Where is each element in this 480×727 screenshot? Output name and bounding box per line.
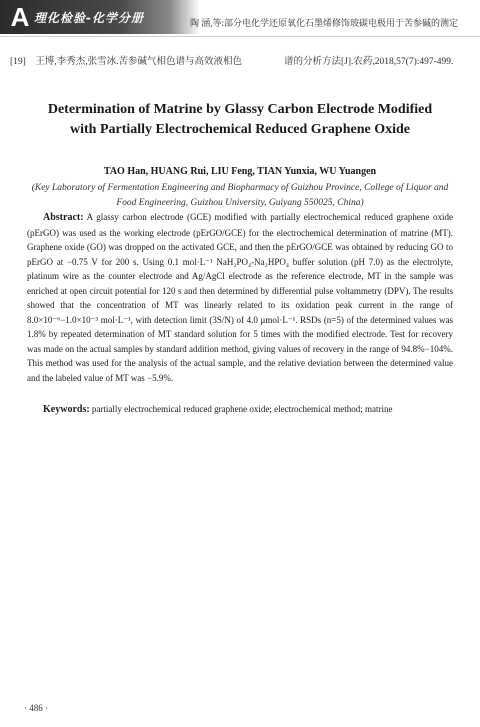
keywords bbox=[27, 402, 453, 417]
keywords-text: partially electrochemical reduced graphene oxide; electrochemical method; matrine bbox=[91, 404, 393, 414]
reference-tail: 谱的分析方法[J].农药,2018,57(7):497-499. bbox=[284, 57, 454, 67]
keywords-label: Keywords: bbox=[43, 404, 90, 415]
journal-logo-icon: A bbox=[10, 2, 30, 32]
affiliation: (Key Laboratory of Fermentation Engineering and Biopharmacy of Guizhou Province, College of Liquor and Food Engineering, Guizhou University, Guiyang 550025, China) bbox=[31, 183, 449, 208]
abstract-text: A glassy carbon electrode (GCE) modified with partially electrochemical reduced graphene oxide (pErGO) was used as the working electrode (pErGO/GCE) for the electrochemical determination of matrine (MT). Graphene oxide (GO) was dropped on the activated GCE, and then the pErGO/GCE was obtained by reducing GO to pErGO at −0.75 V for 200 s. Using 0.1 mol·L⁻¹ NaH₂PO₄-Na₂HPO₄ buffer solution (pH 7.0) as the electrolyte, platinum wire as the counter electrode and Ag/AgCl electrode as the reference electrode, MT in the sample was enriched at open circuit potential for 120 s and then determined by differential pulse voltammetry (DPV). The results showed that the concentration of MT was linearly related to its oxidation peak current in the range of 8.0×10⁻⁶−1.0×10⁻³ mol·L⁻¹, with detection limit (3S/N) of 4.0 μmol·L⁻¹. RSDs (n=5) of the determined values was 1.8% by repeated determination of MT standard solution for 5 times with the modified electrode. Test for recovery was made on the actual samples by standard addition method, giving values of recovery in the range of 94.8%−104%. This method was used for the analysis of the actual sample, and the relative deviation between the determined value and the labeled value of MT was −5.9%. bbox=[27, 212, 453, 383]
header-divider bbox=[0, 36, 480, 37]
journal-logo-banner bbox=[0, 0, 200, 34]
abstract-label: Abstract: bbox=[43, 212, 84, 223]
paper-title: Determination of Matrine by Glassy Carbon Electrode Modified with Partially Electrochemical Reduced Graphene Oxide bbox=[47, 102, 433, 137]
abstract bbox=[27, 210, 453, 385]
author-list: TAO Han, HUANG Rui, LIU Feng, TIAN Yunxia, WU Yuangen bbox=[103, 166, 377, 177]
reference-item bbox=[10, 53, 470, 67]
page-number: · 486 · bbox=[24, 703, 48, 713]
journal-name: 理化检验-化学分册 bbox=[34, 11, 144, 25]
running-head: 陶 涵,等:部分电化学还原氧化石墨烯修饰玻碳电极用于苦参碱的测定 bbox=[189, 18, 458, 28]
reference-text: [19] 王博,李秀杰,张雪冰.苦参碱气相色谱与高效液相色 bbox=[10, 57, 242, 67]
